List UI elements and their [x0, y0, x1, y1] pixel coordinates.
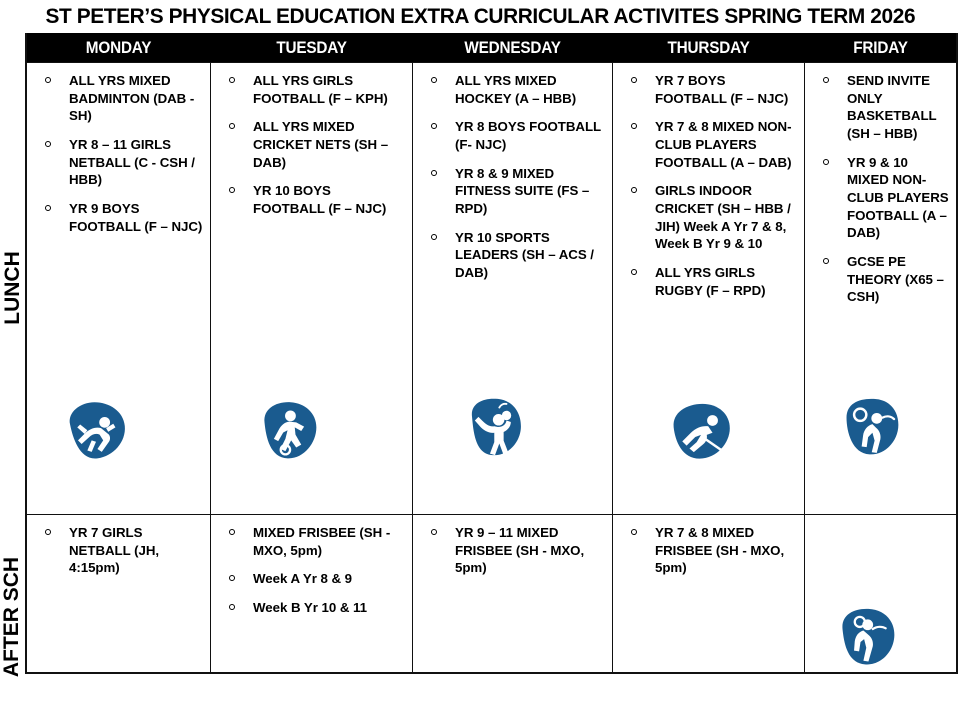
activity-item-label: SEND INVITE ONLY BASKETBALL (SH – HBB): [847, 73, 937, 142]
day-header-wednesday: [423, 33, 603, 62]
activity-item: [809, 72, 950, 143]
activity-item-label: MIXED FRISBEE (SH - MXO, 5pm): [253, 525, 391, 558]
day-header-tuesday-label: TUESDAY: [276, 37, 347, 57]
activity-item-label: YR 8 & 9 MIXED FITNESS SUITE (FS – RPD): [455, 165, 590, 217]
activity-item-label: YR 7 GIRLS NETBALL (JH, 4:15pm): [69, 525, 160, 576]
activity-item: [617, 118, 798, 171]
activity-item: [31, 72, 204, 125]
bullet-icon: [229, 123, 235, 129]
day-header-monday-label: MONDAY: [85, 37, 152, 57]
lunch-cell-wednesday: [413, 63, 613, 514]
bullet-icon: [631, 123, 637, 129]
bullet-icon: [45, 77, 51, 83]
after-school-cell-monday: [27, 515, 211, 672]
football-pictogram: [253, 395, 325, 467]
page-title: [0, 0, 960, 33]
row-label-lunch: [0, 62, 25, 514]
activity-item: [809, 253, 950, 306]
page-title-text: ST PETER’S PHYSICAL EDUCATION EXTRA CURRICULAR ACTIVITES SPRING TERM 2026: [45, 4, 915, 28]
activity-item: [31, 200, 204, 235]
activity-item: [31, 136, 204, 189]
bullet-icon: [45, 205, 51, 211]
activity-item-label: YR 7 & 8 MIXED FRISBEE (SH - MXO, 5pm): [655, 525, 785, 576]
activity-item-label: YR 9 & 10 MIXED NON-CLUB PLAYERS FOOTBALL (A – DAB): [847, 154, 949, 241]
volleyball-pictogram: [459, 391, 531, 463]
after-school-cell-friday: [805, 515, 956, 672]
bullet-icon: [823, 159, 829, 165]
bullet-icon: [631, 187, 637, 193]
activity-item: [417, 165, 606, 218]
timetable-grid: [25, 33, 958, 674]
activity-item-label: ALL YRS MIXED HOCKEY (A – HBB): [455, 73, 577, 106]
activity-list: [31, 72, 204, 235]
activity-item-label: GIRLS INDOOR CRICKET (SH – HBB / JIH) Week A Yr 7 & 8, Week B Yr 9 & 10: [655, 183, 791, 252]
after-school-cell-tuesday: [211, 515, 413, 672]
activity-list: [417, 524, 606, 577]
row-label-lunch-text: LUNCH: [0, 251, 24, 325]
bullet-icon: [631, 77, 637, 83]
activity-item-label: YR 8 – 11 GIRLS NETBALL (C - CSH / HBB): [69, 137, 195, 188]
bullet-icon: [631, 269, 637, 275]
row-label-after-school: [0, 514, 25, 720]
activity-list: [809, 72, 950, 306]
after-school-cell-wednesday: [413, 515, 613, 672]
activity-item: [417, 229, 606, 282]
badminton-pictogram: [60, 395, 132, 467]
day-header-thursday: [623, 33, 796, 62]
activity-item: [31, 524, 204, 577]
bullet-icon: [229, 77, 235, 83]
activity-item: [417, 72, 606, 107]
activity-item-label: ALL YRS MIXED BADMINTON (DAB - SH): [69, 73, 195, 124]
activity-item: [215, 72, 406, 107]
bullet-icon: [823, 77, 829, 83]
activity-item: [215, 524, 406, 559]
lunch-cell-tuesday: [211, 63, 413, 514]
after-school-row: [27, 514, 956, 672]
activity-item: [215, 599, 406, 617]
activity-list: [215, 524, 406, 617]
hockey-pictogram: [665, 396, 737, 468]
activity-item-label: YR 10 BOYS FOOTBALL (F – NJC): [253, 183, 387, 217]
lunch-cell-thursday: [613, 63, 805, 514]
activity-item-label: YR 10 SPORTS LEADERS (SH – ACS / DAB): [455, 229, 594, 281]
bullet-icon: [431, 123, 437, 129]
day-header-friday-label: FRIDAY: [853, 37, 908, 57]
day-header-monday: [36, 33, 202, 62]
bullet-icon: [631, 529, 637, 535]
lunch-cell-friday: [805, 63, 956, 514]
activity-list: [417, 72, 606, 282]
activity-list: [617, 524, 798, 577]
activity-item: [215, 118, 406, 171]
day-header-thursday-label: THURSDAY: [667, 37, 750, 57]
activity-item: [215, 570, 406, 588]
activity-item-label: ALL YRS GIRLS FOOTBALL (F – KPH): [253, 73, 388, 106]
row-label-after-school-text: AFTER SCH: [0, 556, 24, 678]
bullet-icon: [229, 187, 235, 193]
after-school-cell-thursday: [613, 515, 805, 672]
activity-item-label: YR 9 – 11 MIXED FRISBEE (SH - MXO, 5pm): [455, 525, 585, 576]
day-header-friday: [813, 33, 949, 62]
activity-item: [617, 72, 798, 107]
activity-item: [215, 182, 406, 217]
activity-list: [31, 524, 204, 577]
activity-item-label: ALL YRS GIRLS RUGBY (F – RPD): [655, 265, 766, 298]
activity-item: [617, 182, 798, 253]
day-header-tuesday: [221, 33, 403, 62]
bullet-icon: [431, 170, 437, 176]
bullet-icon: [431, 234, 437, 240]
activity-item: [417, 524, 606, 577]
bullet-icon: [229, 529, 235, 535]
activity-item-label: YR 8 BOYS FOOTBALL (F- NJC): [455, 119, 601, 153]
lunch-row: [27, 62, 956, 514]
bullet-icon: [431, 77, 437, 83]
activity-item-label: YR 7 & 8 MIXED NON-CLUB PLAYERS FOOTBALL (A – DAB): [655, 119, 792, 170]
activity-item: [809, 154, 950, 242]
day-header-wednesday-label: WEDNESDAY: [464, 37, 561, 57]
activity-list: [215, 72, 406, 218]
bullet-icon: [229, 575, 235, 581]
activity-item: [617, 524, 798, 577]
day-header-row: [27, 33, 956, 62]
activity-item-label: YR 9 BOYS FOOTBALL (F – NJC): [69, 201, 203, 234]
bullet-icon: [229, 604, 235, 610]
activity-item: [617, 264, 798, 299]
activity-item: [417, 118, 606, 153]
activity-item-label: GCSE PE THEORY (X65 – CSH): [847, 254, 944, 305]
frisbee-pictogram: [831, 601, 903, 672]
activity-item-label: Week A Yr 8 & 9: [253, 571, 353, 587]
lunch-cell-monday: [27, 63, 211, 514]
bullet-icon: [45, 141, 51, 147]
activity-item-label: ALL YRS MIXED CRICKET NETS (SH – DAB): [253, 119, 389, 170]
activity-list: [617, 72, 798, 299]
bullet-icon: [45, 529, 51, 535]
activity-item-label: YR 7 BOYS FOOTBALL (F – NJC): [655, 73, 789, 106]
bullet-icon: [823, 258, 829, 264]
bullet-icon: [431, 529, 437, 535]
basketball-pictogram: [835, 391, 907, 463]
activity-item-label: Week B Yr 10 & 11: [253, 600, 367, 616]
